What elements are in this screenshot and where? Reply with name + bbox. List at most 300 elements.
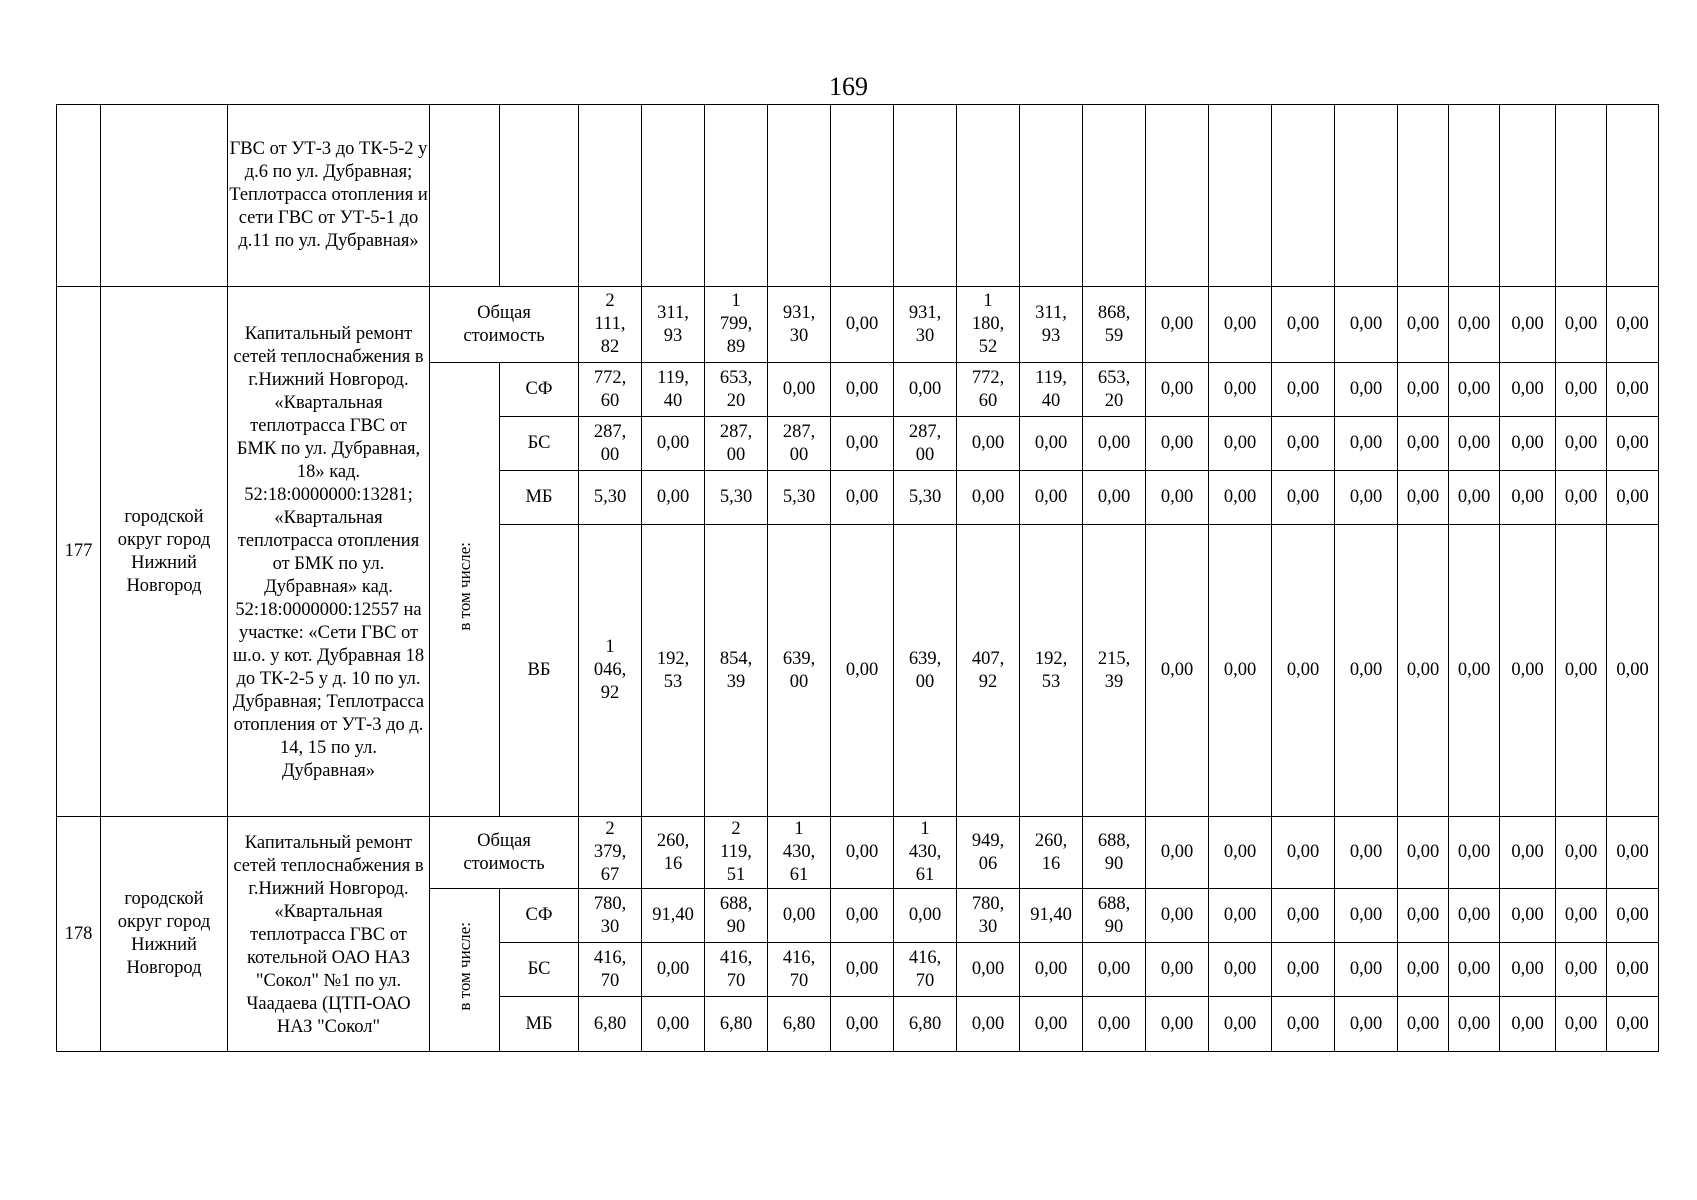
table-row — [57, 105, 1659, 287]
row-label: МБ — [500, 471, 579, 525]
description-cell: ГВС от УТ-3 до ТК-5-2 у д.6 по ул. Дубравная; Теплотрасса отопления и сети ГВС от УТ-5-1 до д.11 по ул. Дубравная» — [228, 105, 430, 287]
value-cell — [1083, 817, 1146, 889]
value: 931, 30 — [908, 302, 942, 346]
value: 0,00 — [1286, 487, 1320, 507]
value: 0,00 — [1286, 842, 1320, 862]
value: 854, 39 — [719, 648, 753, 692]
value: 0,00 — [971, 959, 1005, 979]
value: 0,00 — [1160, 842, 1194, 862]
value-cell — [1398, 525, 1449, 817]
value-cell — [579, 525, 642, 817]
value-cell — [705, 363, 768, 417]
value-cell — [1607, 417, 1659, 471]
value-cell — [1398, 287, 1449, 363]
value-cell — [1146, 943, 1209, 997]
value: 0,00 — [971, 1013, 1005, 1034]
value: 0,00 — [656, 433, 690, 453]
value: 1 430, 61 — [782, 819, 816, 885]
value: 0,00 — [845, 660, 879, 680]
row-label: БС — [500, 417, 579, 471]
value-cell — [1083, 363, 1146, 417]
value: 0,00 — [1406, 487, 1440, 507]
value-cell — [768, 363, 831, 417]
value: 119, 40 — [657, 367, 689, 411]
value: 0,00 — [1223, 905, 1257, 925]
value: 0,00 — [1160, 314, 1194, 334]
value: 287, 00 — [908, 421, 942, 465]
value: 0,00 — [1457, 487, 1491, 507]
value-cell — [1556, 889, 1607, 943]
value: 91,40 — [652, 905, 694, 925]
value-cell — [1272, 417, 1335, 471]
value: 0,00 — [1511, 433, 1544, 453]
value: 0,00 — [1457, 314, 1491, 334]
value-cell — [1146, 525, 1209, 817]
value-cell — [768, 997, 831, 1052]
value: 0,00 — [1160, 433, 1194, 453]
value-cell — [1272, 471, 1335, 525]
value: 119, 40 — [1035, 367, 1067, 411]
value: 780, 30 — [971, 893, 1005, 937]
value-cell — [894, 943, 957, 997]
value: 0,00 — [1564, 487, 1598, 507]
value: 0,00 — [1457, 842, 1491, 862]
value-cell — [1272, 363, 1335, 417]
value: 0,00 — [845, 905, 879, 925]
value-cell — [705, 997, 768, 1052]
value-cell — [1272, 105, 1335, 287]
value-cell — [1607, 471, 1659, 525]
value-cell — [831, 525, 894, 817]
value-cell — [1607, 363, 1659, 417]
value: 0,00 — [1511, 660, 1544, 680]
value-cell — [957, 817, 1020, 889]
value: 2 111, 82 — [594, 291, 626, 357]
vertical-label-cell — [430, 889, 500, 1052]
value: 0,00 — [1511, 905, 1544, 925]
row-number-cell: 178 — [57, 817, 101, 1052]
value: 0,00 — [1457, 379, 1491, 399]
value-cell — [894, 889, 957, 943]
value-cell — [579, 817, 642, 889]
value: 416, 70 — [719, 947, 753, 991]
value-cell — [957, 525, 1020, 817]
value: 0,00 — [1160, 905, 1194, 925]
value-cell — [642, 817, 705, 889]
value-cell — [1449, 417, 1500, 471]
value-cell — [1020, 363, 1083, 417]
value: 0,00 — [1223, 487, 1257, 507]
value: 0,00 — [971, 487, 1005, 507]
row-label: БС — [500, 943, 579, 997]
value-cell — [705, 417, 768, 471]
value: 0,00 — [1349, 314, 1383, 334]
value-cell — [1607, 943, 1659, 997]
value: 0,00 — [1511, 314, 1544, 334]
description-cell: Капитальный ремонт сетей теплоснабжения в г.Нижний Новгород. «Квартальная теплотрасса ГВС от котельной ОАО НАЗ "Сокол" №1 по ул. Чаадаева (ЦТП-ОАО НАЗ "Сокол" — [228, 817, 430, 1052]
value-cell — [705, 889, 768, 943]
value: 407, 92 — [971, 648, 1005, 692]
row-label: ВБ — [500, 525, 579, 817]
value-cell — [1020, 525, 1083, 817]
value: 0,00 — [1511, 379, 1544, 399]
value: 5,30 — [782, 487, 816, 507]
value-cell — [1556, 997, 1607, 1052]
value-cell — [1607, 287, 1659, 363]
value-cell — [642, 471, 705, 525]
value-cell — [1607, 889, 1659, 943]
value-cell — [1209, 525, 1272, 817]
value-cell — [1209, 363, 1272, 417]
value: 653, 20 — [1097, 367, 1131, 411]
value-cell — [1083, 525, 1146, 817]
value-cell — [1146, 889, 1209, 943]
value-cell — [831, 417, 894, 471]
value: 260, 16 — [1034, 830, 1068, 874]
value-cell — [1209, 417, 1272, 471]
value-cell — [1556, 525, 1607, 817]
value-cell — [894, 363, 957, 417]
value-cell — [1083, 943, 1146, 997]
value: 2 119, 51 — [720, 819, 752, 885]
value: 0,00 — [845, 487, 879, 507]
value: 0,00 — [656, 959, 690, 979]
value: 0,00 — [1406, 959, 1440, 979]
value-cell — [894, 997, 957, 1052]
value: 772, 60 — [593, 367, 627, 411]
page-number: 169 — [829, 72, 868, 101]
value: 215, 39 — [1097, 648, 1131, 692]
value: 0,00 — [845, 379, 879, 399]
value: 0,00 — [1286, 379, 1320, 399]
value-cell — [831, 943, 894, 997]
value-cell — [1398, 417, 1449, 471]
value: 0,00 — [1457, 905, 1491, 925]
value-cell — [957, 417, 1020, 471]
row-number-cell: 177 — [57, 287, 101, 817]
value: 0,00 — [1457, 660, 1491, 680]
value-cell — [1500, 525, 1556, 817]
budget-table — [56, 104, 1659, 1052]
value-cell — [1449, 943, 1500, 997]
value: 6,80 — [782, 1013, 816, 1034]
value: 0,00 — [1349, 379, 1383, 399]
value-cell — [894, 525, 957, 817]
value: 0,00 — [971, 433, 1005, 453]
value: 772, 60 — [971, 367, 1005, 411]
value: 0,00 — [1616, 379, 1649, 399]
value: 287, 00 — [782, 421, 816, 465]
value: 0,00 — [1286, 1013, 1320, 1034]
value-cell — [1500, 817, 1556, 889]
value-cell — [705, 817, 768, 889]
value: 0,00 — [1349, 1013, 1383, 1034]
value-cell — [1020, 889, 1083, 943]
value-cell — [1556, 943, 1607, 997]
row-label: СФ — [500, 363, 579, 417]
value: 0,00 — [1286, 905, 1320, 925]
value-cell — [579, 943, 642, 997]
value: 0,00 — [1406, 1013, 1440, 1034]
municipality-cell: городской округ город Нижний Новгород — [101, 817, 228, 1052]
value-cell — [1398, 363, 1449, 417]
value-cell — [642, 525, 705, 817]
value: 0,00 — [656, 1013, 690, 1034]
value: 0,00 — [1457, 1013, 1491, 1034]
value: 0,00 — [1160, 959, 1194, 979]
value: 311, 93 — [657, 302, 689, 346]
value: 0,00 — [1616, 433, 1649, 453]
value-cell — [1209, 287, 1272, 363]
value-cell — [768, 287, 831, 363]
value: 0,00 — [1564, 433, 1598, 453]
value-cell — [1449, 363, 1500, 417]
value-cell — [1209, 817, 1272, 889]
value-cell — [1398, 889, 1449, 943]
value: 416, 70 — [908, 947, 942, 991]
value: 0,00 — [1406, 842, 1440, 862]
value-cell — [579, 471, 642, 525]
value-cell — [1500, 363, 1556, 417]
value-cell — [705, 287, 768, 363]
value: 0,00 — [845, 1013, 879, 1034]
value: 0,00 — [1097, 959, 1131, 979]
value-cell — [831, 889, 894, 943]
value: 0,00 — [1616, 842, 1649, 862]
value-cell — [768, 417, 831, 471]
value-cell — [1398, 943, 1449, 997]
value: 6,80 — [719, 1013, 753, 1034]
value-cell — [957, 363, 1020, 417]
value: 0,00 — [1406, 433, 1440, 453]
value: 260, 16 — [656, 830, 690, 874]
value: 0,00 — [1349, 842, 1383, 862]
value: 0,00 — [1349, 905, 1383, 925]
value: 868, 59 — [1097, 302, 1131, 346]
value: 0,00 — [1616, 660, 1649, 680]
value: 0,00 — [1223, 842, 1257, 862]
value-cell — [1335, 471, 1398, 525]
value-cell — [579, 417, 642, 471]
value: 6,80 — [908, 1013, 942, 1034]
value: 0,00 — [1034, 959, 1068, 979]
value-cell — [894, 417, 957, 471]
value-cell — [642, 363, 705, 417]
value-cell — [894, 287, 957, 363]
label-cell — [430, 105, 500, 287]
value: 2 379, 67 — [593, 819, 627, 885]
value-cell — [1020, 997, 1083, 1052]
value: 0,00 — [1286, 433, 1320, 453]
row-number-cell — [57, 105, 101, 287]
value-cell — [642, 943, 705, 997]
value-cell — [1020, 817, 1083, 889]
value: 0,00 — [1160, 660, 1194, 680]
value-cell — [705, 471, 768, 525]
value: 0,00 — [1034, 433, 1068, 453]
value-cell — [1398, 471, 1449, 525]
value-cell — [1398, 817, 1449, 889]
value-cell — [1146, 105, 1209, 287]
value: 653, 20 — [719, 367, 753, 411]
value: 0,00 — [845, 433, 879, 453]
value-cell — [894, 471, 957, 525]
value-cell — [1083, 997, 1146, 1052]
value-cell — [1500, 105, 1556, 287]
value-cell — [1020, 105, 1083, 287]
value: 0,00 — [1160, 379, 1194, 399]
vertical-label-cell — [430, 363, 500, 817]
value-cell — [1209, 471, 1272, 525]
value-cell — [1209, 943, 1272, 997]
value: 0,00 — [1406, 660, 1440, 680]
value-cell — [831, 363, 894, 417]
table-row — [57, 287, 1659, 363]
value-cell — [1272, 889, 1335, 943]
value-cell — [831, 105, 894, 287]
value-cell — [1500, 889, 1556, 943]
value-cell — [894, 817, 957, 889]
value-cell — [1083, 471, 1146, 525]
value-cell — [957, 943, 1020, 997]
value: 0,00 — [908, 379, 942, 399]
value-cell — [1556, 817, 1607, 889]
value: 0,00 — [1564, 660, 1598, 680]
value-cell — [1449, 889, 1500, 943]
value: 0,00 — [1406, 314, 1440, 334]
value-cell — [1272, 997, 1335, 1052]
value-cell — [1083, 105, 1146, 287]
value: 0,00 — [1616, 487, 1649, 507]
value: 0,00 — [1511, 487, 1544, 507]
value: 0,00 — [1286, 660, 1320, 680]
value: 0,00 — [1564, 959, 1598, 979]
value: 0,00 — [1034, 1013, 1068, 1034]
value-cell — [579, 997, 642, 1052]
value: 0,00 — [1564, 314, 1598, 334]
value: 688, 90 — [1097, 830, 1131, 874]
value: 0,00 — [1034, 487, 1068, 507]
value: 0,00 — [782, 905, 816, 925]
value: 0,00 — [1160, 1013, 1194, 1034]
value-cell — [1146, 287, 1209, 363]
value-cell — [1449, 525, 1500, 817]
value-cell — [957, 471, 1020, 525]
value-cell — [579, 889, 642, 943]
value-cell — [579, 105, 642, 287]
value-cell — [1500, 471, 1556, 525]
value: 639, 00 — [908, 648, 942, 692]
value: 931, 30 — [782, 302, 816, 346]
value: 91,40 — [1030, 905, 1072, 925]
value: 0,00 — [845, 959, 879, 979]
value-cell — [642, 105, 705, 287]
value-cell — [1556, 105, 1607, 287]
value-cell — [1335, 997, 1398, 1052]
table-row — [57, 817, 1659, 889]
value: 1 430, 61 — [908, 819, 942, 885]
value-cell — [831, 997, 894, 1052]
value-cell — [1020, 287, 1083, 363]
label-cell — [500, 105, 579, 287]
value-cell — [642, 287, 705, 363]
value: 0,00 — [782, 379, 816, 399]
value-cell — [768, 525, 831, 817]
value-cell — [1556, 471, 1607, 525]
value-cell — [705, 525, 768, 817]
value: 0,00 — [1286, 314, 1320, 334]
value-cell — [1607, 997, 1659, 1052]
value-cell — [1556, 417, 1607, 471]
value: 0,00 — [1223, 1013, 1257, 1034]
value: 0,00 — [1511, 1013, 1544, 1034]
value: 0,00 — [1564, 379, 1598, 399]
value: 5,30 — [908, 487, 942, 507]
value-cell — [705, 105, 768, 287]
value-cell — [1398, 105, 1449, 287]
row-label-total: Общая стоимость — [430, 817, 579, 889]
value-cell — [1335, 525, 1398, 817]
value-cell — [1500, 997, 1556, 1052]
value: 0,00 — [1349, 487, 1383, 507]
value: 6,80 — [593, 1013, 627, 1034]
value: 0,00 — [1511, 959, 1544, 979]
value: 0,00 — [1616, 959, 1649, 979]
value: 0,00 — [908, 905, 942, 925]
value-cell — [1335, 889, 1398, 943]
value: 0,00 — [1223, 660, 1257, 680]
value-cell — [957, 287, 1020, 363]
value-cell — [1449, 471, 1500, 525]
row-label: СФ — [500, 889, 579, 943]
value-cell — [768, 889, 831, 943]
value: 0,00 — [1511, 842, 1544, 862]
value: 949, 06 — [971, 830, 1005, 874]
value-cell — [1272, 817, 1335, 889]
value-cell — [705, 943, 768, 997]
value-cell — [1146, 817, 1209, 889]
value-cell — [768, 943, 831, 997]
value: 5,30 — [719, 487, 753, 507]
value-cell — [1449, 287, 1500, 363]
value-cell — [1500, 287, 1556, 363]
value-cell — [1209, 889, 1272, 943]
value-cell — [1083, 287, 1146, 363]
value-cell — [1449, 105, 1500, 287]
value-cell — [1449, 817, 1500, 889]
vertical-label: в том числе: — [455, 922, 474, 1011]
value: 0,00 — [1406, 905, 1440, 925]
value: 0,00 — [1223, 959, 1257, 979]
value-cell — [1335, 287, 1398, 363]
value: 287, 00 — [719, 421, 753, 465]
value: 1 046, 92 — [593, 637, 627, 703]
value-cell — [831, 287, 894, 363]
value: 0,00 — [1616, 905, 1649, 925]
value: 0,00 — [845, 842, 879, 862]
value-cell — [1335, 363, 1398, 417]
value: 0,00 — [1616, 1013, 1649, 1034]
value: 0,00 — [1286, 959, 1320, 979]
vertical-label: в том числе: — [455, 541, 474, 631]
value: 780, 30 — [593, 893, 627, 937]
value-cell — [1146, 997, 1209, 1052]
value: 416, 70 — [782, 947, 816, 991]
value-cell — [1146, 471, 1209, 525]
value: 0,00 — [845, 314, 879, 334]
value-cell — [1335, 105, 1398, 287]
value-cell — [1500, 417, 1556, 471]
